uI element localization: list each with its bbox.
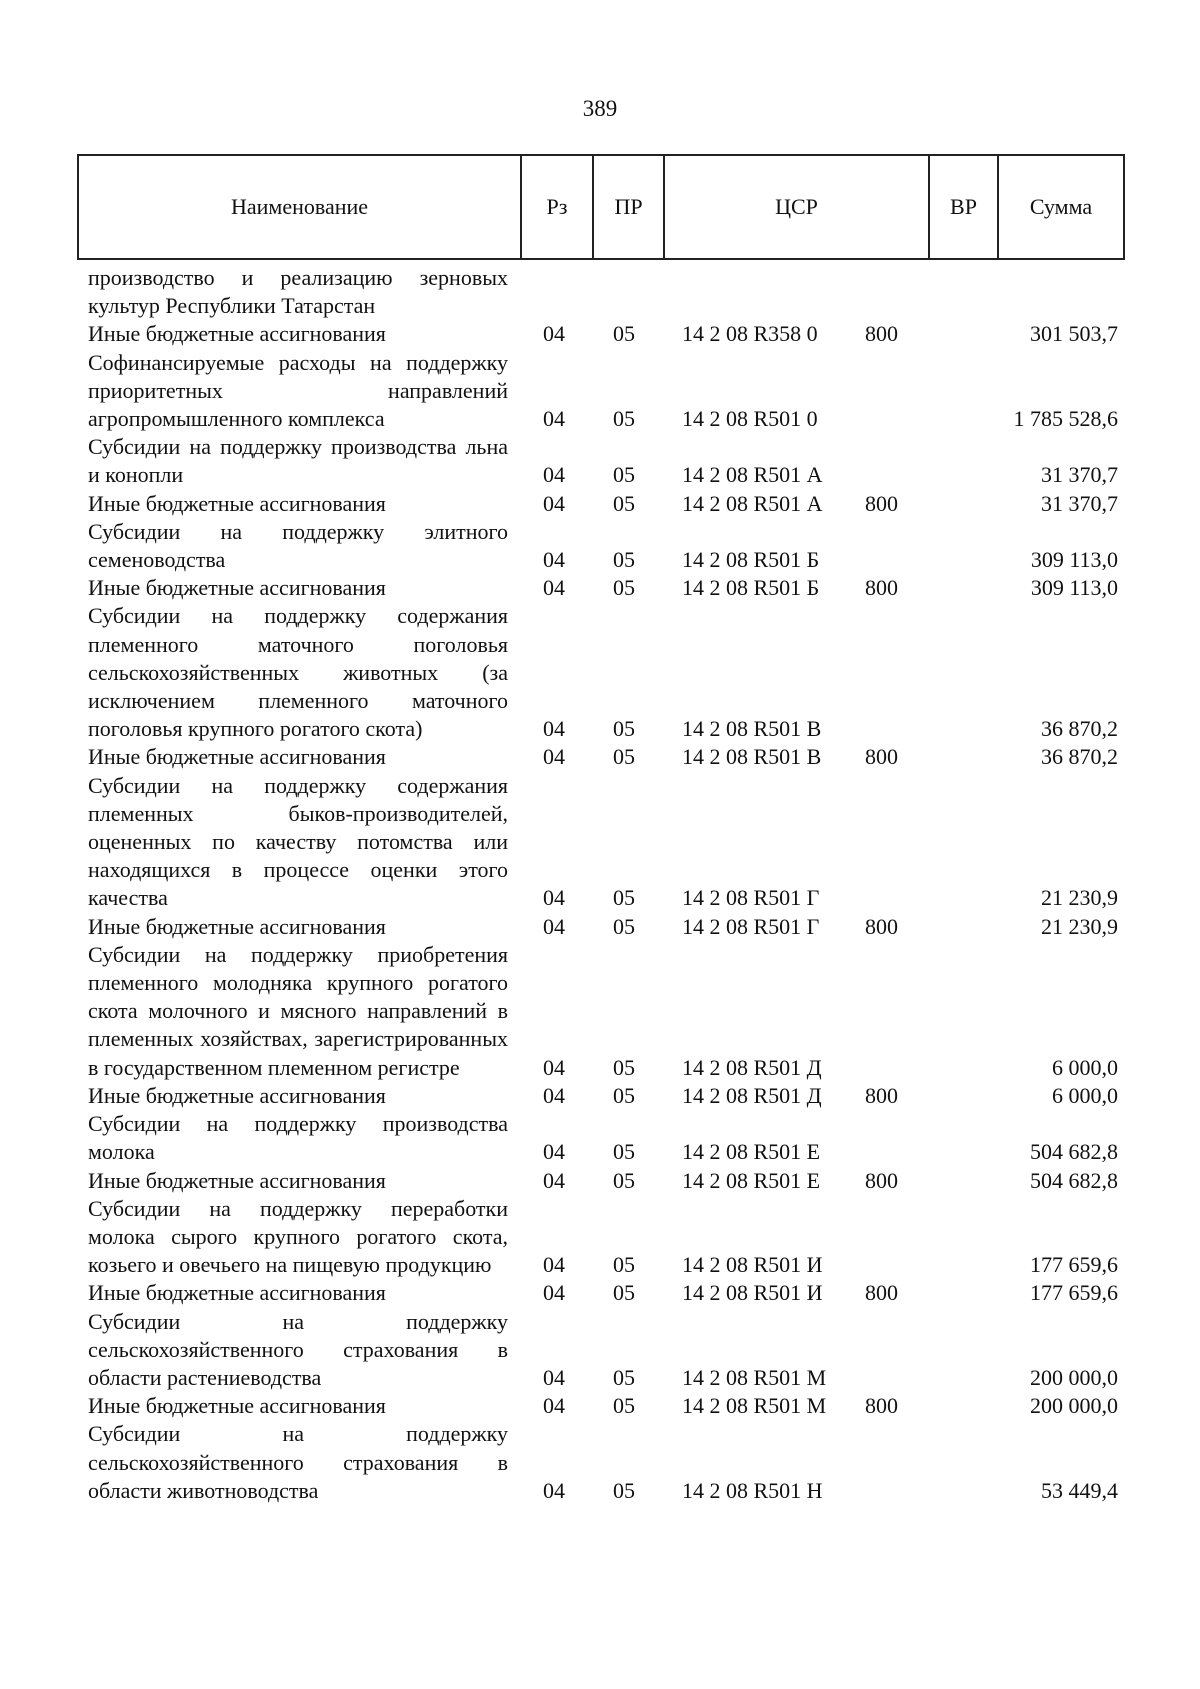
row-csr: 14 2 08 R501 И [682, 1280, 823, 1306]
row-rz: 04 [543, 913, 565, 939]
table-body [88, 264, 1118, 1505]
header-sum: Сумма [997, 156, 1123, 258]
table-row [88, 743, 1118, 771]
row-csr: 14 2 08 R501 Г [682, 913, 820, 939]
row-name: Субсидии на поддержку содержания племенного маточного поголовья сельскохозяйственных животных (за исключением племенного маточного поголовья крупного рогатого скота) [88, 603, 508, 742]
table-row [88, 1308, 1118, 1393]
row-csr: 14 2 08 R501 А [682, 490, 823, 516]
row-rz: 04 [543, 1364, 565, 1390]
table-row [88, 941, 1118, 1082]
row-csr: 14 2 08 R501 А [682, 462, 823, 488]
table-row [88, 1279, 1118, 1307]
row-vr: 800 [865, 1082, 898, 1108]
row-pr: 05 [613, 1252, 635, 1278]
row-pr: 05 [613, 1280, 635, 1306]
header-csr: ЦСР [663, 156, 928, 258]
row-sum: 301 503,7 [1030, 321, 1118, 347]
row-pr: 05 [613, 575, 635, 601]
table-row [88, 490, 1118, 518]
row-vr: 800 [865, 490, 898, 516]
row-sum: 1 785 528,6 [1013, 406, 1118, 432]
row-pr: 05 [613, 1082, 635, 1108]
row-vr: 800 [865, 1280, 898, 1306]
row-pr: 05 [613, 406, 635, 432]
table-row [88, 913, 1118, 941]
row-vr: 800 [865, 575, 898, 601]
row-name: Субсидии на поддержку элитного семеноводства [88, 518, 508, 573]
row-sum: 53 449,4 [1041, 1477, 1118, 1503]
row-sum: 309 113,0 [1030, 575, 1118, 601]
row-csr: 14 2 08 R501 В [682, 716, 822, 742]
row-name: Иные бюджетные ассигнования [88, 1167, 386, 1193]
row-sum: 6 000,0 [1052, 1082, 1118, 1108]
row-csr: 14 2 08 R501 Б [682, 547, 820, 573]
row-pr: 05 [613, 1477, 635, 1503]
table-row [88, 518, 1118, 574]
row-csr: 14 2 08 R501 Н [682, 1477, 823, 1503]
row-sum: 36 870,2 [1041, 744, 1118, 770]
table-row [88, 574, 1118, 602]
row-vr: 800 [865, 913, 898, 939]
row-csr: 14 2 08 R501 Б [682, 575, 820, 601]
row-rz: 04 [543, 490, 565, 516]
page-number: 389 [582, 96, 618, 121]
row-rz: 04 [543, 1054, 565, 1080]
row-rz: 04 [543, 1252, 565, 1278]
row-rz: 04 [543, 885, 565, 911]
table-row [88, 320, 1118, 348]
row-rz: 04 [543, 406, 565, 432]
row-pr: 05 [613, 321, 635, 347]
row-name: Иные бюджетные ассигнования [88, 575, 386, 601]
header-vr: ВР [928, 156, 997, 258]
row-pr: 05 [613, 462, 635, 488]
row-sum: 31 370,7 [1041, 462, 1118, 488]
table-header [77, 154, 1125, 260]
row-rz: 04 [543, 1477, 565, 1503]
row-name: Субсидии на поддержку сельскохозяйственного страхования в области животноводства [88, 1421, 508, 1503]
row-vr: 800 [865, 321, 898, 347]
header-name: Наименование [230, 194, 369, 219]
row-csr: 14 2 08 R501 И [682, 1252, 823, 1278]
row-sum: 504 682,8 [1030, 1139, 1118, 1165]
row-pr: 05 [613, 913, 635, 939]
row-csr: 14 2 08 R501 М [682, 1364, 827, 1390]
row-sum: 200 000,0 [1030, 1364, 1118, 1390]
row-pr: 05 [613, 1139, 635, 1165]
row-name: Субсидии на поддержку производства молока [88, 1111, 508, 1165]
row-sum: 6 000,0 [1052, 1054, 1118, 1080]
row-name: Иные бюджетные ассигнования [88, 490, 386, 516]
row-rz: 04 [543, 547, 565, 573]
table-row [88, 349, 1118, 434]
row-rz: 04 [543, 1393, 565, 1419]
row-name: Субсидии на поддержку приобретения племенного молодняка крупного рогатого скота молочного и мясного направлений в племенных хозяйствах, зарегистрированных в государственном племенном регистре [88, 941, 508, 1080]
row-pr: 05 [613, 1393, 635, 1419]
row-rz: 04 [543, 1139, 565, 1165]
row-csr: 14 2 08 R501 Д [682, 1082, 822, 1108]
row-name: Софинансируемые расходы на поддержку приоритетных направлений агропромышленного комплекса [88, 349, 508, 432]
row-pr: 05 [613, 1167, 635, 1193]
row-sum: 504 682,8 [1030, 1167, 1118, 1193]
row-sum: 200 000,0 [1030, 1393, 1118, 1419]
table-row [88, 1392, 1118, 1420]
row-csr: 14 2 08 R501 М [682, 1393, 827, 1419]
row-name: Иные бюджетные ассигнования [88, 913, 386, 939]
table-row [88, 772, 1118, 913]
row-sum: 21 230,9 [1041, 885, 1118, 911]
row-name: Субсидии на поддержку содержания племенных быков-производителей, оцененных по качеству потомства или находящихся в процессе оценки этого качества [88, 772, 508, 911]
row-rz: 04 [543, 1280, 565, 1306]
row-name: Иные бюджетные ассигнования [88, 744, 386, 770]
row-name: Иные бюджетные ассигнования [88, 1280, 386, 1306]
row-rz: 04 [543, 462, 565, 488]
row-pr: 05 [613, 885, 635, 911]
row-csr: 14 2 08 R501 Г [682, 885, 820, 911]
row-rz: 04 [543, 1167, 565, 1193]
row-pr: 05 [613, 547, 635, 573]
table-row [88, 1082, 1118, 1110]
row-name: Иные бюджетные ассигнования [88, 1393, 386, 1419]
row-pr: 05 [613, 1364, 635, 1390]
header-pr: ПР [592, 156, 663, 258]
table-row [88, 264, 1118, 320]
row-rz: 04 [543, 575, 565, 601]
row-sum: 31 370,7 [1041, 490, 1118, 516]
header-rz: Рз [520, 156, 592, 258]
row-sum: 36 870,2 [1041, 716, 1118, 742]
row-name: Субсидии на поддержку производства льна и конопли [88, 434, 508, 488]
table-row [88, 433, 1118, 489]
row-name: Субсидии на поддержку сельскохозяйственного страхования в области растениеводства [88, 1308, 508, 1390]
row-rz: 04 [543, 1082, 565, 1108]
table-row [88, 602, 1118, 743]
row-pr: 05 [613, 1054, 635, 1080]
row-sum: 177 659,6 [1030, 1280, 1118, 1306]
table-row [88, 1110, 1118, 1166]
row-sum: 21 230,9 [1041, 913, 1118, 939]
row-sum: 309 113,0 [1030, 547, 1118, 573]
row-csr: 14 2 08 R501 В [682, 744, 822, 770]
row-rz: 04 [543, 716, 565, 742]
row-name: Иные бюджетные ассигнования [88, 321, 386, 347]
row-csr: 14 2 08 R501 Е [682, 1139, 821, 1165]
row-pr: 05 [613, 744, 635, 770]
row-name: Иные бюджетные ассигнования [88, 1082, 386, 1108]
row-csr: 14 2 08 R501 Д [682, 1054, 822, 1080]
row-vr: 800 [865, 1167, 898, 1193]
row-csr: 14 2 08 R501 Е [682, 1167, 821, 1193]
row-rz: 04 [543, 744, 565, 770]
row-sum: 177 659,6 [1030, 1252, 1118, 1278]
row-rz: 04 [543, 321, 565, 347]
row-pr: 05 [613, 490, 635, 516]
row-name: производство и реализацию зерновых культур Республики Татарстан [88, 265, 508, 319]
row-name: Субсидии на поддержку переработки молока сырого крупного рогатого скота, козьего и овечьего на пищевую продукцию [88, 1195, 508, 1278]
row-pr: 05 [613, 716, 635, 742]
table-row [88, 1420, 1118, 1505]
row-csr: 14 2 08 R501 0 [682, 406, 818, 432]
table-row [88, 1167, 1118, 1195]
row-csr: 14 2 08 R358 0 [682, 321, 818, 347]
table-row [88, 1195, 1118, 1280]
row-vr: 800 [865, 744, 898, 770]
row-vr: 800 [865, 1393, 898, 1419]
